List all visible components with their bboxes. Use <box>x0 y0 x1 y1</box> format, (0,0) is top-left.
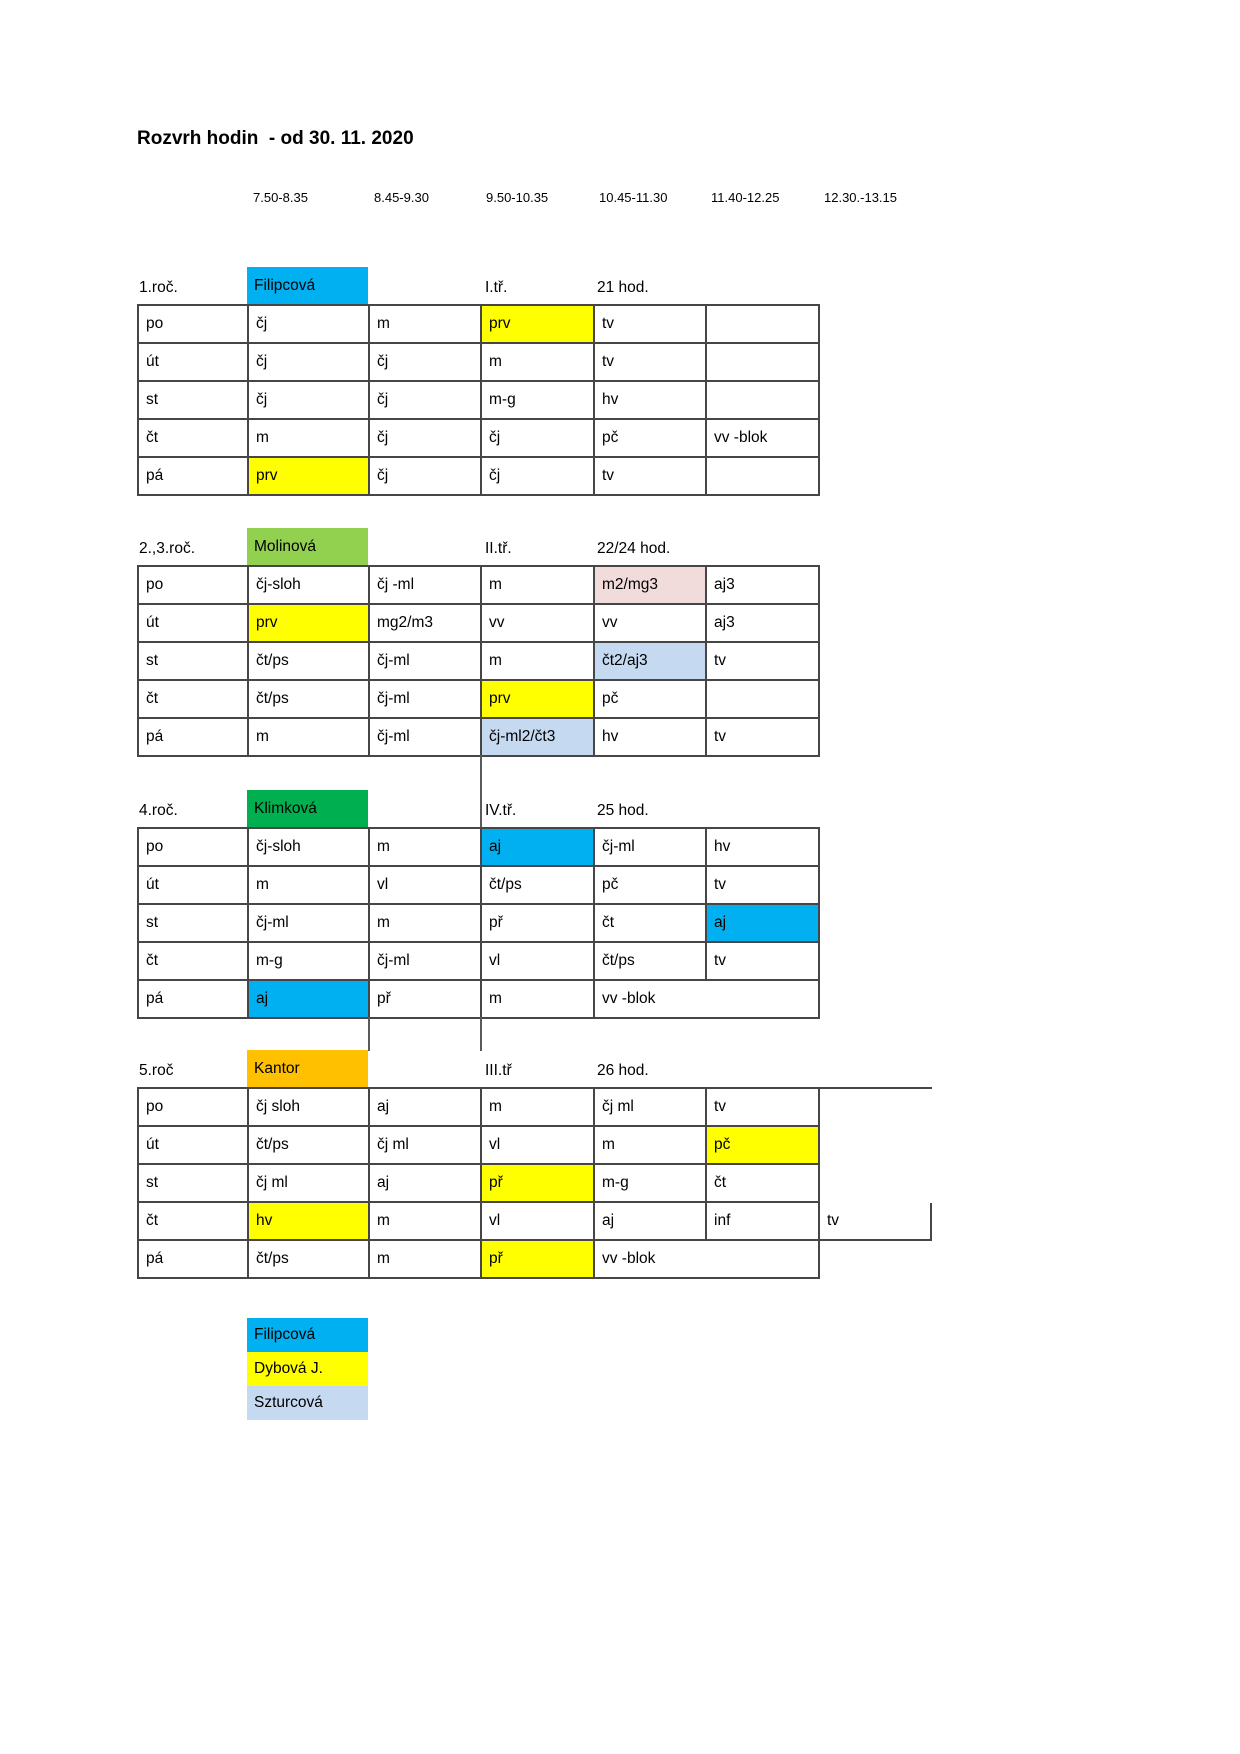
lesson-cell: tv <box>595 344 707 382</box>
teacher-cell: Filipcová <box>247 267 368 304</box>
class-label: II.tř. <box>485 540 512 557</box>
timetable-row <box>137 1127 932 1165</box>
lesson-cell: čj <box>249 382 370 420</box>
timetable-row <box>137 829 820 867</box>
lesson-cell: př <box>370 981 482 1019</box>
timetable-grid <box>137 565 820 757</box>
timetable-grid <box>137 304 820 496</box>
time-slot-label: 12.30.-13.15 <box>824 190 898 205</box>
day-cell: út <box>139 344 249 382</box>
lesson-cell: čj-ml <box>370 643 482 681</box>
timetable-row <box>137 681 820 719</box>
timetable-block-header <box>137 790 820 827</box>
lesson-cell: hv <box>595 719 707 757</box>
timetable-row <box>137 867 820 905</box>
day-cell: čt <box>139 681 249 719</box>
lesson-cell: m <box>482 567 595 605</box>
lesson-cell: vl <box>482 1127 595 1165</box>
lesson-cell: aj <box>482 829 595 867</box>
timetable-row <box>137 981 820 1019</box>
grid-artifact-line <box>368 1017 370 1051</box>
lesson-cell <box>707 344 820 382</box>
grade-label: 2.,3.roč. <box>139 540 195 557</box>
hours-label: 22/24 hod. <box>597 540 671 557</box>
lesson-cell: vv -blok <box>595 981 820 1019</box>
lesson-cell: mg2/m3 <box>370 605 482 643</box>
day-cell: st <box>139 1165 249 1203</box>
lesson-cell: inf <box>707 1203 820 1241</box>
lesson-cell: čj sloh <box>249 1089 370 1127</box>
day-cell: st <box>139 643 249 681</box>
lesson-cell: hv <box>595 382 707 420</box>
lesson-cell: tv <box>707 719 820 757</box>
lesson-cell: m <box>595 1127 707 1165</box>
grid-artifact-line <box>480 755 482 827</box>
lesson-cell: čj-ml <box>370 943 482 981</box>
lesson-cell: aj3 <box>707 567 820 605</box>
timetable-block-2 <box>137 528 820 757</box>
lesson-cell: aj <box>249 981 370 1019</box>
lesson-cell: vv <box>595 605 707 643</box>
lesson-cell: m <box>482 643 595 681</box>
time-slot-label: 9.50-10.35 <box>486 190 549 205</box>
lesson-cell: vl <box>482 943 595 981</box>
timetable-row <box>137 719 820 757</box>
timetable-row <box>137 344 820 382</box>
lesson-cell: čj-ml <box>595 829 707 867</box>
timetable-grid <box>137 827 820 1019</box>
day-cell: pá <box>139 1241 249 1279</box>
lesson-cell: čj ml <box>595 1089 707 1127</box>
lesson-cell: pč <box>595 420 707 458</box>
day-cell: pá <box>139 719 249 757</box>
lesson-cell: čj-ml <box>370 719 482 757</box>
timetable-row <box>137 1165 932 1203</box>
timetable-row <box>137 905 820 943</box>
lesson-cell: př <box>482 905 595 943</box>
lesson-cell: vv <box>482 605 595 643</box>
lesson-cell: tv <box>595 458 707 496</box>
lesson-cell: čj <box>370 458 482 496</box>
lesson-cell <box>707 306 820 344</box>
timetable-row <box>137 1089 932 1127</box>
timetable-block-header <box>137 528 820 565</box>
day-cell: út <box>139 867 249 905</box>
time-slot-label: 7.50-8.35 <box>253 190 308 205</box>
time-slot-label: 8.45-9.30 <box>374 190 429 205</box>
lesson-cell: čt/ps <box>249 1127 370 1165</box>
lesson-cell: čj ml <box>370 1127 482 1165</box>
lesson-cell: m <box>249 420 370 458</box>
lesson-cell: m <box>370 1241 482 1279</box>
lesson-cell: tv <box>820 1203 932 1241</box>
day-cell: út <box>139 1127 249 1165</box>
legend-item: Dybová J. <box>247 1352 368 1386</box>
timetable-row <box>137 567 820 605</box>
lesson-cell: aj3 <box>707 605 820 643</box>
teacher-color-legend <box>247 1318 368 1420</box>
lesson-cell: prv <box>249 605 370 643</box>
grid-artifact-line <box>480 1017 482 1051</box>
day-cell: čt <box>139 1203 249 1241</box>
lesson-cell: čj -ml <box>370 567 482 605</box>
lesson-cell: čt/ps <box>249 643 370 681</box>
lesson-cell: čj <box>370 382 482 420</box>
lesson-cell <box>707 382 820 420</box>
timetable-row <box>137 420 820 458</box>
grade-label: 4.roč. <box>139 802 178 819</box>
lesson-cell: m <box>370 905 482 943</box>
timetable-row <box>137 943 820 981</box>
day-cell: po <box>139 1089 249 1127</box>
lesson-cell: př <box>482 1165 595 1203</box>
day-cell: po <box>139 567 249 605</box>
lesson-cell: aj <box>370 1165 482 1203</box>
timetable-block-1 <box>137 267 820 496</box>
day-cell: pá <box>139 981 249 1019</box>
grade-label: 5.roč <box>139 1062 174 1079</box>
lesson-cell: tv <box>707 867 820 905</box>
lesson-cell: m-g <box>249 943 370 981</box>
day-cell: st <box>139 905 249 943</box>
lesson-cell: m <box>249 867 370 905</box>
lesson-cell: aj <box>707 905 820 943</box>
lesson-cell: čj <box>370 420 482 458</box>
timetable-row <box>137 382 820 420</box>
grade-label: 1.roč. <box>139 279 178 296</box>
lesson-cell: čj <box>249 306 370 344</box>
legend-item: Szturcová <box>247 1386 368 1420</box>
lesson-cell: tv <box>707 943 820 981</box>
lesson-cell: čj-ml <box>249 905 370 943</box>
lesson-cell: vl <box>370 867 482 905</box>
lesson-cell: m <box>370 1203 482 1241</box>
lesson-cell: m2/mg3 <box>595 567 707 605</box>
hours-label: 26 hod. <box>597 1062 649 1079</box>
timetable-row <box>137 458 820 496</box>
time-header-row <box>0 190 1240 208</box>
timetable-row <box>137 306 820 344</box>
day-cell: po <box>139 306 249 344</box>
time-slot-label: 11.40-12.25 <box>711 190 780 205</box>
lesson-cell: vl <box>482 1203 595 1241</box>
time-slot-label: 10.45-11.30 <box>599 190 668 205</box>
lesson-cell: aj <box>595 1203 707 1241</box>
hours-label: 21 hod. <box>597 279 649 296</box>
day-cell: st <box>139 382 249 420</box>
lesson-cell: čt/ps <box>482 867 595 905</box>
day-cell: čt <box>139 420 249 458</box>
lesson-cell: m <box>482 344 595 382</box>
lesson-cell: hv <box>249 1203 370 1241</box>
lesson-cell: čt <box>707 1165 820 1203</box>
lesson-cell <box>707 681 820 719</box>
lesson-cell: pč <box>707 1127 820 1165</box>
timetable-row <box>137 605 820 643</box>
timetable-row <box>137 1241 932 1279</box>
lesson-cell: tv <box>707 1089 820 1127</box>
lesson-cell: vv -blok <box>707 420 820 458</box>
lesson-cell: m <box>249 719 370 757</box>
timetable-row <box>137 1203 932 1241</box>
lesson-cell: čj <box>249 344 370 382</box>
day-cell: po <box>139 829 249 867</box>
day-cell: pá <box>139 458 249 496</box>
lesson-cell: čj-sloh <box>249 829 370 867</box>
document-title: Rozvrh hodin - od 30. 11. 2020 <box>137 128 414 149</box>
class-label: I.tř. <box>485 279 508 296</box>
lesson-cell: čj <box>482 458 595 496</box>
lesson-cell: čt/ps <box>595 943 707 981</box>
lesson-cell: pč <box>595 867 707 905</box>
teacher-cell: Kantor <box>247 1050 368 1087</box>
timetable-block-3 <box>137 790 820 1019</box>
lesson-cell: tv <box>707 643 820 681</box>
lesson-cell: m <box>482 1089 595 1127</box>
lesson-cell <box>707 458 820 496</box>
lesson-cell: čt/ps <box>249 681 370 719</box>
teacher-cell: Molinová <box>247 528 368 565</box>
lesson-cell: př <box>482 1241 595 1279</box>
lesson-cell: tv <box>595 306 707 344</box>
teacher-cell: Klimková <box>247 790 368 827</box>
lesson-cell: vv -blok <box>595 1241 820 1279</box>
timetable-block-header <box>137 1050 932 1087</box>
lesson-cell: hv <box>707 829 820 867</box>
lesson-cell: čt/ps <box>249 1241 370 1279</box>
lesson-cell: aj <box>370 1089 482 1127</box>
lesson-cell: prv <box>482 681 595 719</box>
lesson-cell: čt <box>595 905 707 943</box>
timetable-block-header <box>137 267 820 304</box>
lesson-cell: m-g <box>482 382 595 420</box>
lesson-cell: prv <box>482 306 595 344</box>
day-cell: čt <box>139 943 249 981</box>
timetable-row <box>137 643 820 681</box>
day-cell: út <box>139 605 249 643</box>
class-label: III.tř <box>485 1062 512 1079</box>
timetable-grid <box>137 1087 932 1279</box>
hours-label: 25 hod. <box>597 802 649 819</box>
lesson-cell: m <box>482 981 595 1019</box>
lesson-cell: prv <box>249 458 370 496</box>
class-label: IV.tř. <box>485 802 517 819</box>
lesson-cell: čt2/aj3 <box>595 643 707 681</box>
lesson-cell: čj-sloh <box>249 567 370 605</box>
timetable-block-4 <box>137 1050 932 1279</box>
lesson-cell: m-g <box>595 1165 707 1203</box>
lesson-cell: čj ml <box>249 1165 370 1203</box>
lesson-cell: m <box>370 306 482 344</box>
lesson-cell: čj <box>370 344 482 382</box>
lesson-cell: čj-ml2/čt3 <box>482 719 595 757</box>
legend-item: Filipcová <box>247 1318 368 1352</box>
lesson-cell: čj <box>482 420 595 458</box>
lesson-cell: čj-ml <box>370 681 482 719</box>
lesson-cell: pč <box>595 681 707 719</box>
lesson-cell: m <box>370 829 482 867</box>
